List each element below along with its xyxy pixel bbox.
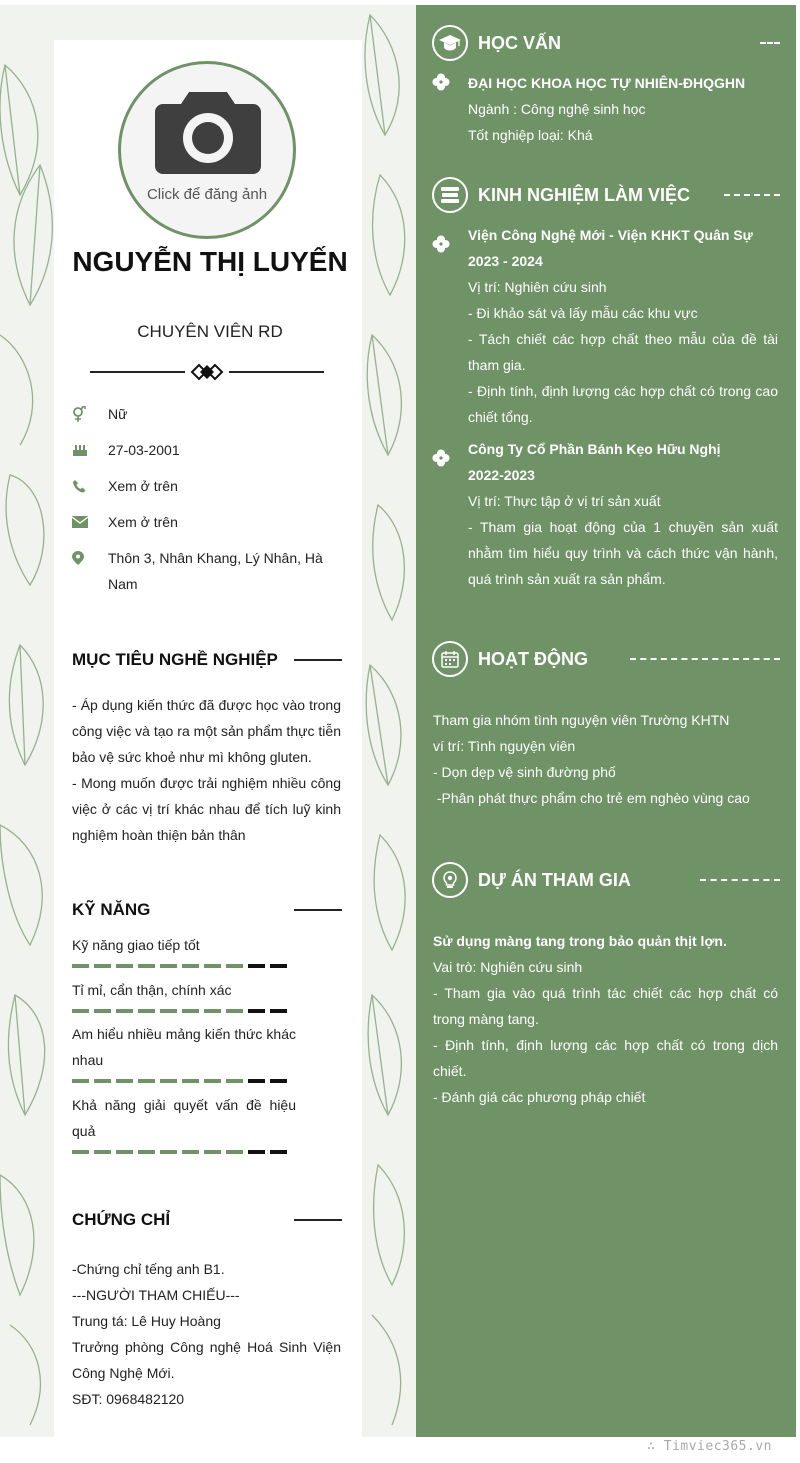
avatar-caption: Click để đăng ảnh [146,186,268,203]
phone-icon [72,479,86,493]
location-icon [72,551,84,565]
skill-level-bar [72,964,296,968]
experience-title: KINH NGHIỆM LÀM VIỆC [478,185,691,205]
skill-item [72,977,296,1013]
project-line: Vai trò: Nghiên cứu sinh [433,959,583,975]
job-line: - Định tính, định lượng các hợp chất có trong cao chiết tổng. [468,383,778,425]
lightbulb-gear-icon [440,870,460,890]
project-line: - Định tính, định lượng các hợp chất có trong dịch chiết. [433,1037,778,1079]
skills-title: KỸ NĂNG [72,897,150,923]
school-name: ĐẠI HỌC KHOA HỌC TỰ NHIÊN-ĐHQGHN [468,75,746,91]
activities-title: HOẠT ĐỘNG [478,649,588,669]
activity-line: Tham gia nhóm tình nguyện viên Trường KHTN [433,712,730,728]
company-name: Công Ty Cổ Phần Bánh Kẹo Hữu Nghị [468,441,721,457]
certificate-line: Trưởng phòng Công nghệ Hoá Sinh Viện Công Nghệ Mới. [72,1339,341,1381]
skill-label: Tỉ mỉ, cẩn thận, chính xác [72,982,232,998]
certificate-line: Trung tá: Lê Huy Hoàng [72,1313,221,1329]
objective-section-title [72,647,342,673]
skills-section-title [72,897,342,923]
education-major: Ngành : Công nghệ sinh học [468,101,646,117]
certificate-line: SĐT: 0968482120 [72,1391,185,1407]
job-line: Vị trí: Nghiên cứu sinh [468,279,607,295]
camera-icon [155,86,261,178]
objective-line: - Áp dụng kiến thức đã được học vào trong công việc và tạo ra một sản phẩm thực tiễn bảo vệ sức khoẻ như mì không gluten. [72,697,341,765]
activity-line: - Dọn dẹp vệ sinh đường phố [433,764,616,780]
certificates-section-title [72,1207,342,1233]
job-line: - Đi khảo sát và lấy mẫu các khu vực [468,305,698,321]
name-divider [90,362,324,382]
footer-brand[interactable]: ∴ Timviec365.vn [647,1439,772,1454]
experience-item [432,436,778,592]
phone-value[interactable]: Xem ở trên [108,478,178,494]
gender-icon [72,406,86,422]
gender-value: Nữ [108,406,128,422]
certificate-line: ---NGƯỜI THAM CHIẾU--- [72,1287,240,1303]
project-name: Sử dụng màng tang trong bảo quản thịt lợn. [433,933,727,949]
education-title: HỌC VẤN [478,33,562,53]
skill-level-bar [72,1079,296,1083]
contact-phone [72,473,342,499]
email-icon [72,516,88,528]
activity-line: ví trí: Tình nguyện viên [433,738,576,754]
job-line: - Tham gia hoạt động của 1 chuyền sản xuất nhằm tìm hiểu quy trình và cách thức vận hành, quá trình sản xuất ra sản phẩm. [468,519,778,587]
activities-text [433,707,778,811]
contact-email [72,509,342,535]
objective-line: - Mong muốn được trải nghiệm nhiều công việc ở các vị trí khác nhau để tích luỹ kinh nghiệm hoàn thiện bản thân [72,775,341,843]
job-title: CHUYÊN VIÊN RD [137,322,283,341]
job-line: Vị trí: Thực tập ở vị trí sản xuất [468,493,661,509]
certificate-line: -Chứng chỉ tếng anh B1. [72,1261,225,1277]
birthday-value: 27-03-2001 [108,442,180,458]
experience-item [432,222,778,430]
education-grade: Tốt nghiệp loại: Khá [468,127,593,143]
skill-item [72,1021,296,1083]
skill-label: Khả năng giải quyết vấn đề hiệu quả [72,1097,296,1139]
diamond-ornament-icon [190,362,224,382]
avatar-upload[interactable] [118,61,296,239]
objective-title: MỤC TIÊU NGHỀ NGHIỆP [72,647,278,673]
project-line: - Đánh giá các phương pháp chiết [433,1089,646,1105]
objective-text [72,692,341,848]
certificates-title: CHỨNG CHỈ [72,1207,170,1233]
education-header [432,25,780,61]
birthday-cake-icon [72,443,88,457]
skill-item [72,1092,296,1154]
job-period: 2022-2023 [468,467,535,483]
contact-address [72,545,342,597]
activities-header [432,641,780,677]
skill-level-bar [72,1150,296,1154]
flower-bullet-icon [432,235,450,253]
skill-item [72,932,296,968]
calendar-icon [441,650,459,668]
projects-title: DỰ ÁN THAM GIA [478,870,631,890]
activity-line: -Phân phát thực phẩm cho trẻ em nghèo vùng cao [433,790,750,806]
books-icon [440,186,460,204]
project-line: - Tham gia vào quá trình tác chiết các hợp chất có trong màng tang. [433,985,778,1027]
address-value: Thôn 3, Nhân Khang, Lý Nhân, Hà Nam [108,550,323,592]
skill-level-bar [72,1009,296,1013]
certificates-text [72,1256,341,1412]
job-line: - Tách chiết các hợp chất theo mẫu của đề tài tham gia. [468,331,778,373]
contact-birthday [72,437,342,463]
contact-gender [72,401,342,427]
company-name: Viện Công Nghệ Mới - Viện KHKT Quân Sự [468,227,753,243]
projects-header [432,862,780,898]
flower-bullet-icon [432,449,450,467]
skill-label: Kỹ năng giao tiếp tốt [72,937,200,953]
skill-label: Am hiểu nhiều mảng kiến thức khác nhau [72,1026,296,1068]
graduation-cap-icon [439,34,461,52]
candidate-name: NGUYỄN THỊ LUYẾN [72,246,348,277]
email-value[interactable]: Xem ở trên [108,514,178,530]
projects-text [433,928,778,1110]
education-item [432,70,778,148]
flower-bullet-icon [432,73,450,91]
job-period: 2023 - 2024 [468,253,543,269]
experience-header [432,177,780,213]
